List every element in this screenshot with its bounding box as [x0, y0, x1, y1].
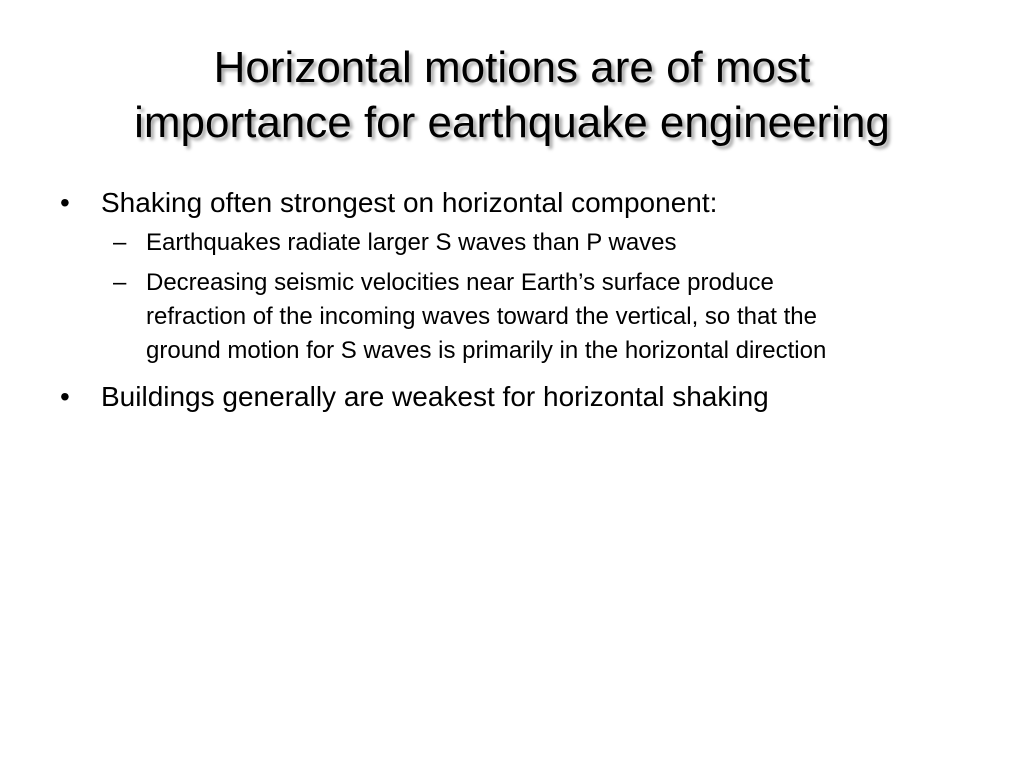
sub-bullet-text: Earthquakes radiate larger S waves than P waves	[146, 229, 677, 256]
sub-bullet-item	[56, 266, 986, 368]
sub-bullet-marker: –	[113, 269, 127, 296]
title-line: importance for earthquake engineering	[134, 98, 890, 147]
sub-bullet-text: ground motion for S waves is primarily in the horizontal direction	[146, 337, 827, 364]
sub-bullet-marker: –	[113, 229, 127, 256]
bullet-text: Buildings generally are weakest for horizontal shaking	[101, 381, 769, 412]
bullet-marker: •	[60, 187, 70, 218]
bullet-item	[56, 380, 986, 414]
sub-bullet-text: refraction of the incoming waves toward the vertical, so that the	[146, 303, 818, 330]
title-line: Horizontal motions are of most	[213, 43, 811, 92]
bullet-item	[56, 186, 986, 220]
sub-bullet-item	[56, 226, 986, 260]
slide-title	[40, 40, 984, 150]
bullet-marker: •	[60, 381, 70, 412]
slide-body	[56, 186, 986, 414]
sub-bullet-text: Decreasing seismic velocities near Earth’s surface produce	[146, 269, 774, 296]
bullet-text: Shaking often strongest on horizontal component:	[101, 187, 718, 218]
